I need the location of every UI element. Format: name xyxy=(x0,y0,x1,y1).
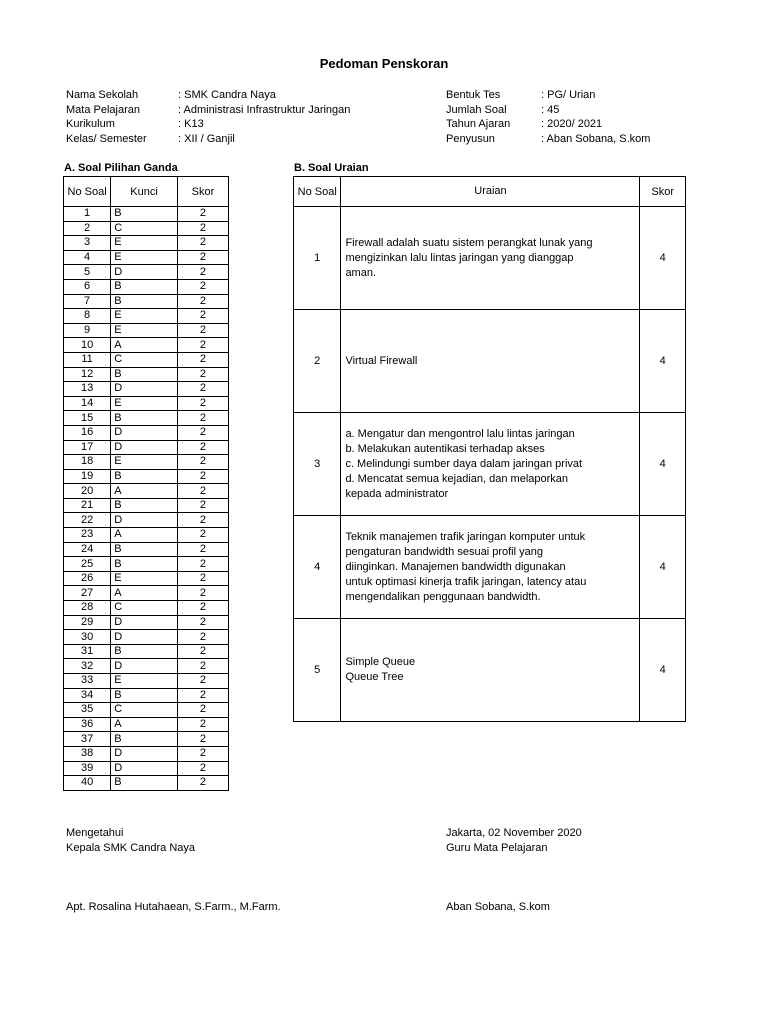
question-number-cell: 11 xyxy=(64,352,111,367)
answer-key-cell: D xyxy=(111,425,178,440)
question-number-cell: 22 xyxy=(64,513,111,528)
answer-key-cell: D xyxy=(111,630,178,645)
answer-key-cell: E xyxy=(111,571,178,586)
info-label: Kurikulum xyxy=(66,118,115,131)
question-number-cell: 1 xyxy=(64,207,111,222)
table-row xyxy=(294,619,686,722)
score-cell: 2 xyxy=(177,615,228,630)
question-number-cell: 25 xyxy=(64,557,111,572)
table-row xyxy=(64,265,229,280)
question-number-cell: 36 xyxy=(64,717,111,732)
score-cell: 2 xyxy=(177,382,228,397)
approval-role: Kepala SMK Candra Naya xyxy=(66,841,196,854)
table-row xyxy=(64,746,229,761)
question-number-cell: 40 xyxy=(64,776,111,791)
answer-key-cell: B xyxy=(111,411,178,426)
answer-key-cell: D xyxy=(111,382,178,397)
table-row xyxy=(64,250,229,265)
answer-key-cell: D xyxy=(111,615,178,630)
table-row xyxy=(294,310,686,413)
table-row xyxy=(64,732,229,747)
answer-key-cell: B xyxy=(111,498,178,513)
score-cell: 2 xyxy=(177,703,228,718)
answer-line: aman. xyxy=(345,266,377,279)
answer-cell xyxy=(341,516,640,619)
table-row xyxy=(64,236,229,251)
answer-key-cell: D xyxy=(111,761,178,776)
score-cell: 2 xyxy=(177,498,228,513)
info-value: : 2020/ 2021 xyxy=(541,118,603,131)
info-label: Penyusun xyxy=(446,132,495,145)
page-title: Pedoman Penskoran xyxy=(319,56,449,71)
teacher-name: Aban Sobana, S.kom xyxy=(446,901,550,913)
score-cell: 2 xyxy=(177,674,228,689)
table-row xyxy=(294,207,686,310)
answer-line: Queue Tree xyxy=(345,671,404,683)
question-number-cell: 20 xyxy=(64,484,111,499)
question-number-cell: 34 xyxy=(64,688,111,703)
teacher-role: Guru Mata Pelajaran xyxy=(446,841,548,854)
multiple-choice-table xyxy=(63,176,229,791)
info-label: Tahun Ajaran xyxy=(446,118,511,131)
table-row xyxy=(64,440,229,455)
question-number-cell: 24 xyxy=(64,542,111,557)
question-number-cell: 2 xyxy=(64,221,111,236)
answer-key-cell: B xyxy=(111,688,178,703)
answer-line: c. Melindungi sumber daya dalam jaringan privat xyxy=(345,457,583,470)
question-number-cell: 15 xyxy=(64,411,111,426)
essay-table xyxy=(293,176,686,722)
answer-key-cell: D xyxy=(111,513,178,528)
table-row xyxy=(64,367,229,382)
table-row xyxy=(64,674,229,689)
table-row xyxy=(64,352,229,367)
answer-line: pengaturan bandwidth sesuai profil yang xyxy=(345,545,543,558)
answer-line: diinginkan. Manajemen bandwidth digunakan xyxy=(345,560,566,573)
table-row xyxy=(64,309,229,324)
table-row xyxy=(64,528,229,543)
question-number-cell: 23 xyxy=(64,528,111,543)
table-row xyxy=(294,413,686,516)
score-cell: 4 xyxy=(640,516,686,619)
answer-key-cell: D xyxy=(111,440,178,455)
score-cell: 2 xyxy=(177,396,228,411)
table-row xyxy=(64,498,229,513)
score-cell: 2 xyxy=(177,236,228,251)
info-label: Bentuk Tes xyxy=(446,89,501,101)
table-row xyxy=(64,411,229,426)
info-label: Jumlah Soal xyxy=(446,103,507,116)
info-row-curriculum xyxy=(66,117,350,132)
score-cell: 2 xyxy=(177,440,228,455)
table-row xyxy=(64,542,229,557)
column-header-answer: Uraian xyxy=(341,177,640,207)
score-cell: 2 xyxy=(177,455,228,470)
table-row xyxy=(64,644,229,659)
score-cell: 2 xyxy=(177,207,228,222)
score-cell: 2 xyxy=(177,776,228,791)
question-number-cell: 14 xyxy=(64,396,111,411)
answer-line: Virtual Firewall xyxy=(345,354,418,367)
info-row-question-count xyxy=(446,103,650,118)
answer-key-cell: B xyxy=(111,469,178,484)
answer-key-cell: E xyxy=(111,309,178,324)
question-number-cell: 16 xyxy=(64,425,111,440)
score-cell: 2 xyxy=(177,265,228,280)
answer-line: Simple Queue xyxy=(345,656,416,668)
answer-key-cell: A xyxy=(111,528,178,543)
question-number-cell: 21 xyxy=(64,498,111,513)
question-number-cell: 17 xyxy=(64,440,111,455)
score-cell: 4 xyxy=(640,413,686,516)
table-row xyxy=(64,601,229,616)
question-number-cell: 19 xyxy=(64,469,111,484)
section-b-title: B. Soal Uraian xyxy=(294,162,369,174)
score-cell: 2 xyxy=(177,484,228,499)
question-number-cell: 33 xyxy=(64,674,111,689)
answer-cell xyxy=(341,619,640,722)
info-row-class xyxy=(66,132,350,147)
table-row xyxy=(64,382,229,397)
answer-key-cell: E xyxy=(111,250,178,265)
answer-key-cell: E xyxy=(111,674,178,689)
table-header-row xyxy=(294,177,686,207)
answer-key-cell: C xyxy=(111,703,178,718)
score-cell: 2 xyxy=(177,542,228,557)
question-number-cell: 7 xyxy=(64,294,111,309)
answer-key-cell: A xyxy=(111,586,178,601)
score-cell: 2 xyxy=(177,746,228,761)
table-row xyxy=(64,396,229,411)
info-value: : K13 xyxy=(178,118,204,131)
question-number-cell: 4 xyxy=(294,516,341,619)
info-row-subject xyxy=(66,103,350,118)
answer-line: a. Mengatur dan mengontrol lalu lintas jaringan xyxy=(345,427,575,440)
question-number-cell: 2 xyxy=(294,310,341,413)
score-cell: 2 xyxy=(177,659,228,674)
question-number-cell: 1 xyxy=(294,207,341,310)
score-cell: 2 xyxy=(177,367,228,382)
table-row xyxy=(64,221,229,236)
score-cell: 2 xyxy=(177,557,228,572)
info-value: : Administrasi Infrastruktur Jaringan xyxy=(178,103,351,116)
info-value: : PG/ Urian xyxy=(541,89,596,101)
question-number-cell: 18 xyxy=(64,455,111,470)
table-row xyxy=(64,630,229,645)
answer-key-cell: B xyxy=(111,732,178,747)
question-number-cell: 9 xyxy=(64,323,111,338)
info-value: : Aban Sobana, S.kom xyxy=(541,132,651,145)
answer-key-cell: B xyxy=(111,776,178,791)
info-value: : 45 xyxy=(541,103,560,116)
place-date: Jakarta, 02 November 2020 xyxy=(446,827,582,839)
answer-key-cell: D xyxy=(111,659,178,674)
question-number-cell: 39 xyxy=(64,761,111,776)
answer-key-cell: B xyxy=(111,367,178,382)
info-row-test-type xyxy=(446,88,650,103)
info-label: Kelas/ Semester xyxy=(66,132,147,145)
table-row xyxy=(294,516,686,619)
question-number-cell: 31 xyxy=(64,644,111,659)
column-header-score: Skor xyxy=(177,177,228,207)
info-value: : XII / Ganjil xyxy=(178,132,235,145)
question-number-cell: 10 xyxy=(64,338,111,353)
table-row xyxy=(64,717,229,732)
column-header-key: Kunci xyxy=(111,177,178,207)
headmaster-name: Apt. Rosalina Hutahaean, S.Farm., M.Farm. xyxy=(66,901,281,913)
score-cell: 4 xyxy=(640,207,686,310)
answer-key-cell: B xyxy=(111,294,178,309)
section-a-title: A. Soal Pilihan Ganda xyxy=(64,162,178,174)
score-cell: 2 xyxy=(177,221,228,236)
info-row-author xyxy=(446,132,650,147)
answer-key-cell: D xyxy=(111,265,178,280)
score-cell: 2 xyxy=(177,513,228,528)
answer-line: kepada administrator xyxy=(345,487,449,500)
table-row xyxy=(64,659,229,674)
answer-line: Firewall adalah suatu sistem perangkat lunak yang xyxy=(345,236,593,249)
question-number-cell: 32 xyxy=(64,659,111,674)
score-cell: 2 xyxy=(177,732,228,747)
answer-key-cell: C xyxy=(111,221,178,236)
score-cell: 2 xyxy=(177,717,228,732)
table-row xyxy=(64,761,229,776)
question-number-cell: 3 xyxy=(294,413,341,516)
table-row xyxy=(64,484,229,499)
answer-line: b. Melakukan autentikasi terhadap akses xyxy=(345,442,545,455)
test-info xyxy=(446,88,650,146)
answer-key-cell: C xyxy=(111,352,178,367)
table-row xyxy=(64,338,229,353)
question-number-cell: 12 xyxy=(64,367,111,382)
question-number-cell: 8 xyxy=(64,309,111,324)
table-row xyxy=(64,469,229,484)
question-number-cell: 35 xyxy=(64,703,111,718)
score-cell: 2 xyxy=(177,411,228,426)
place-date-block xyxy=(446,826,582,855)
table-row xyxy=(64,615,229,630)
question-number-cell: 37 xyxy=(64,732,111,747)
score-cell: 2 xyxy=(177,425,228,440)
table-row xyxy=(64,425,229,440)
table-row xyxy=(64,279,229,294)
score-cell: 2 xyxy=(177,688,228,703)
score-cell: 2 xyxy=(177,586,228,601)
answer-key-cell: B xyxy=(111,279,178,294)
table-row xyxy=(64,557,229,572)
score-cell: 4 xyxy=(640,310,686,413)
answer-cell xyxy=(341,413,640,516)
table-header-row xyxy=(64,177,229,207)
answer-cell xyxy=(341,310,640,413)
score-cell: 2 xyxy=(177,352,228,367)
answer-key-cell: A xyxy=(111,717,178,732)
table-row xyxy=(64,294,229,309)
answer-cell xyxy=(341,207,640,310)
table-row xyxy=(64,688,229,703)
answer-key-cell: B xyxy=(111,557,178,572)
score-cell: 2 xyxy=(177,309,228,324)
answer-key-cell: E xyxy=(111,396,178,411)
score-cell: 2 xyxy=(177,761,228,776)
question-number-cell: 13 xyxy=(64,382,111,397)
question-number-cell: 6 xyxy=(64,279,111,294)
answer-line: untuk optimasi kinerja trafik jaringan, latency atau xyxy=(345,575,587,588)
answer-key-cell: E xyxy=(111,455,178,470)
question-number-cell: 5 xyxy=(64,265,111,280)
column-header-no: No Soal xyxy=(294,177,341,207)
column-header-no: No Soal xyxy=(64,177,111,207)
question-number-cell: 38 xyxy=(64,746,111,761)
question-number-cell: 26 xyxy=(64,571,111,586)
score-cell: 4 xyxy=(640,619,686,722)
info-label: Nama Sekolah xyxy=(66,89,139,101)
answer-key-cell: A xyxy=(111,338,178,353)
answer-key-cell: D xyxy=(111,746,178,761)
answer-key-cell: B xyxy=(111,207,178,222)
score-cell: 2 xyxy=(177,323,228,338)
answer-key-cell: B xyxy=(111,644,178,659)
table-row xyxy=(64,571,229,586)
question-number-cell: 27 xyxy=(64,586,111,601)
table-row xyxy=(64,586,229,601)
school-info xyxy=(66,88,350,146)
table-row xyxy=(64,703,229,718)
table-row xyxy=(64,776,229,791)
score-cell: 2 xyxy=(177,338,228,353)
table-row xyxy=(64,455,229,470)
approval-block xyxy=(66,826,195,855)
score-cell: 2 xyxy=(177,644,228,659)
score-cell: 2 xyxy=(177,601,228,616)
answer-line: mengizinkan lalu lintas jaringan yang dianggap xyxy=(345,251,574,264)
answer-key-cell: E xyxy=(111,323,178,338)
table-row xyxy=(64,323,229,338)
question-number-cell: 28 xyxy=(64,601,111,616)
score-cell: 2 xyxy=(177,250,228,265)
question-number-cell: 4 xyxy=(64,250,111,265)
info-label: Mata Pelajaran xyxy=(66,103,140,116)
answer-key-cell: B xyxy=(111,542,178,557)
answer-key-cell: A xyxy=(111,484,178,499)
question-number-cell: 29 xyxy=(64,615,111,630)
table-row xyxy=(64,207,229,222)
answer-line: Teknik manajemen trafik jaringan komputer untuk xyxy=(345,530,586,543)
info-value: : SMK Candra Naya xyxy=(178,89,276,101)
score-cell: 2 xyxy=(177,630,228,645)
score-cell: 2 xyxy=(177,469,228,484)
question-number-cell: 5 xyxy=(294,619,341,722)
info-row-school-year xyxy=(446,117,650,132)
column-header-score: Skor xyxy=(640,177,686,207)
question-number-cell: 3 xyxy=(64,236,111,251)
answer-key-cell: E xyxy=(111,236,178,251)
score-cell: 2 xyxy=(177,528,228,543)
question-number-cell: 30 xyxy=(64,630,111,645)
answer-line: mengendalikan penggunaan bandwidth. xyxy=(345,590,541,603)
score-cell: 2 xyxy=(177,279,228,294)
table-row xyxy=(64,513,229,528)
score-cell: 2 xyxy=(177,571,228,586)
score-cell: 2 xyxy=(177,294,228,309)
approval-label: Mengetahui xyxy=(66,827,124,839)
answer-key-cell: C xyxy=(111,601,178,616)
answer-line: d. Mencatat semua kejadian, dan melaporkan xyxy=(345,472,569,485)
info-row-school xyxy=(66,88,350,103)
